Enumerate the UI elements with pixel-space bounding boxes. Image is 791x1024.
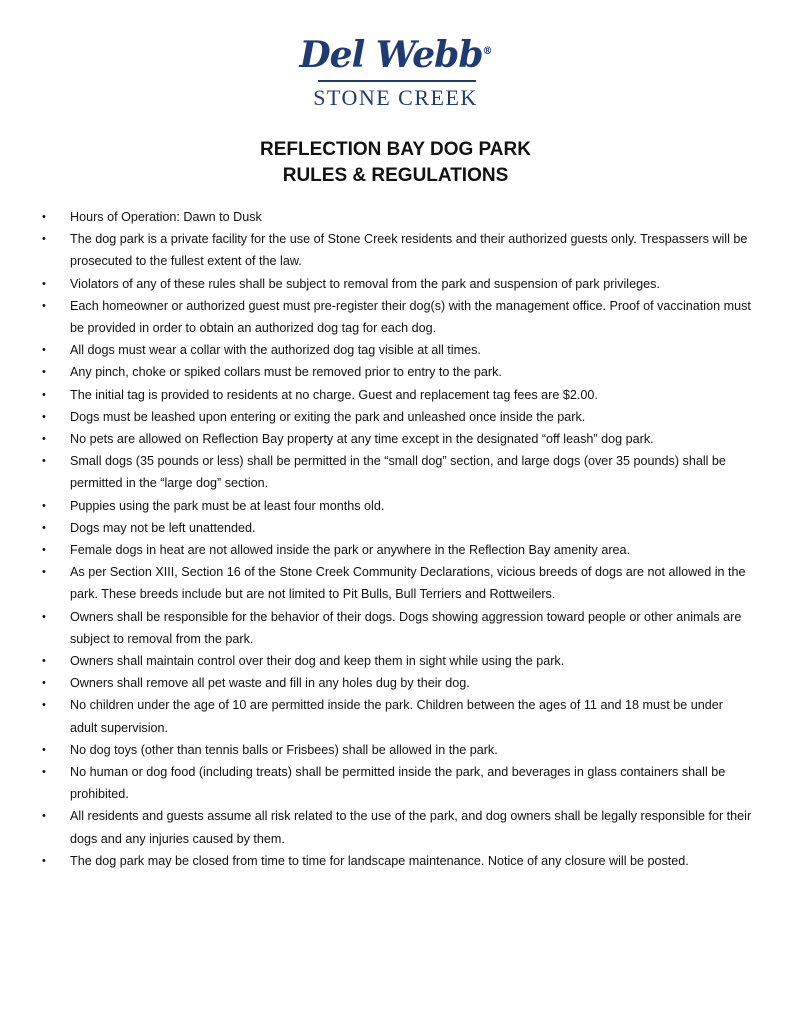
bullet-icon: • [42,211,46,223]
bullet-icon: • [42,610,46,623]
rule-item [42,850,752,872]
rule-item [42,561,752,605]
rule-text: Violators of any of these rules shall be subject to removal from the park and suspension of park privileges. [70,276,660,291]
bullet-icon: • [42,299,46,312]
rule-item [42,206,752,228]
bullet-icon: • [42,854,46,867]
bullet-icon: • [42,699,46,712]
rule-item [42,606,752,650]
bullet-icon: • [42,521,46,534]
rule-text: Puppies using the park must be at least four months old. [70,498,385,513]
registered-mark: ® [482,46,492,57]
rule-text: No dog toys (other than tennis balls or Frisbees) shall be allowed in the park. [70,742,498,757]
rule-item [42,406,752,428]
bullet-icon: • [42,810,46,823]
rule-item [42,450,752,494]
rule-item [42,739,752,761]
rule-item [42,339,752,361]
rule-text: No children under the age of 10 are permitted inside the park. Children between the ages of 11 and 18 must be under adult supervision. [70,698,723,735]
title-line-1: REFLECTION BAY DOG PARK [260,139,531,160]
rule-item [42,805,752,849]
rule-item [42,694,752,738]
bullet-icon: • [42,566,46,579]
bullet-icon: • [42,366,46,379]
rule-item [42,384,752,406]
bullet-icon: • [42,655,46,668]
title-line-2: RULES & REGULATIONS [282,165,509,186]
rule-item [42,228,752,272]
rule-text: Each homeowner or authorized guest must pre-register their dog(s) with the management office. Proof of vaccination must be provided in order to obtain an authorized dog tag for each dog. [70,298,751,336]
rule-item [42,672,752,694]
rule-text: All residents and guests assume all risk related to the use of the park, and dog owners shall be legally responsible for their dogs and any injuries caused by them. [70,809,752,846]
rule-text: No pets are allowed on Reflection Bay property at any time except in the designated “off leash” dog park. [70,432,654,447]
rule-text: Dogs may not be left unattended. [70,520,256,535]
rule-text: Owners shall be responsible for the behavior of their dogs. Dogs showing aggression toward people or other animals are subject to removal from the park. [70,609,742,646]
logo-brand-script [0,30,791,77]
bullet-icon: • [42,743,46,756]
rule-item [42,495,752,517]
bullet-icon: • [42,277,46,290]
bullet-icon: • [42,455,46,468]
rule-item [42,761,752,805]
bullet-icon: • [42,388,46,401]
rule-text: The initial tag is provided to residents at no charge. Guest and replacement tag fees are $2.00. [70,387,598,402]
del-webb-stone-creek-logo [0,30,791,116]
document-title [0,137,791,189]
logo-community-name: STONE CREEK [313,85,478,110]
bullet-icon: • [42,499,46,512]
rule-item [42,428,752,450]
rule-item [42,361,752,383]
rule-item [42,539,752,561]
rule-text: Owners shall maintain control over their dog and keep them in sight while using the park. [70,654,565,669]
rule-text: Small dogs (35 pounds or less) shall be permitted in the “small dog” section, and large dogs (over 35 pounds) shall be permitted in the “large dog” section. [70,454,726,491]
bullet-icon: • [42,410,46,423]
bullet-icon: • [42,766,46,779]
rule-text: Any pinch, choke or spiked collars must be removed prior to entry to the park. [70,365,502,380]
bullet-icon: • [42,233,46,246]
rule-text: As per Section XIII, Section 16 of the Stone Creek Community Declarations, vicious breeds of dogs are not allowed in the park. These breeds include but are not limited to Pit Bulls, Bull Terriers and Rottweilers. [70,565,746,602]
logo-divider [318,80,476,82]
rule-text: No human or dog food (including treats) shall be permitted inside the park, and beverages in glass containers shall be prohibited. [70,765,726,802]
rule-item [42,295,752,339]
rule-item [42,517,752,539]
rule-text: Female dogs in heat are not allowed inside the park or anywhere in the Reflection Bay amenity area. [70,543,631,558]
rule-text: Dogs must be leashed upon entering or exiting the park and unleashed once inside the park. [70,409,586,424]
bullet-icon: • [42,544,46,557]
rule-text: The dog park may be closed from time to time for landscape maintenance. Notice of any closure will be posted. [70,853,689,868]
logo-brand-text: Del Webb [299,34,483,76]
rule-item [42,273,752,295]
bullet-icon: • [42,344,46,357]
rule-text: All dogs must wear a collar with the authorized dog tag visible at all times. [70,343,481,358]
rules-list [42,206,752,872]
bullet-icon: • [42,677,46,690]
rule-item [42,650,752,672]
rule-text: Owners shall remove all pet waste and fill in any holes dug by their dog. [70,676,470,691]
bullet-icon: • [42,433,46,446]
rule-text: Hours of Operation: Dawn to Dusk [70,210,262,224]
rule-text: The dog park is a private facility for the use of Stone Creek residents and their authorized guests only. Trespassers will be prosecuted to the fullest extent of the law. [70,232,748,269]
